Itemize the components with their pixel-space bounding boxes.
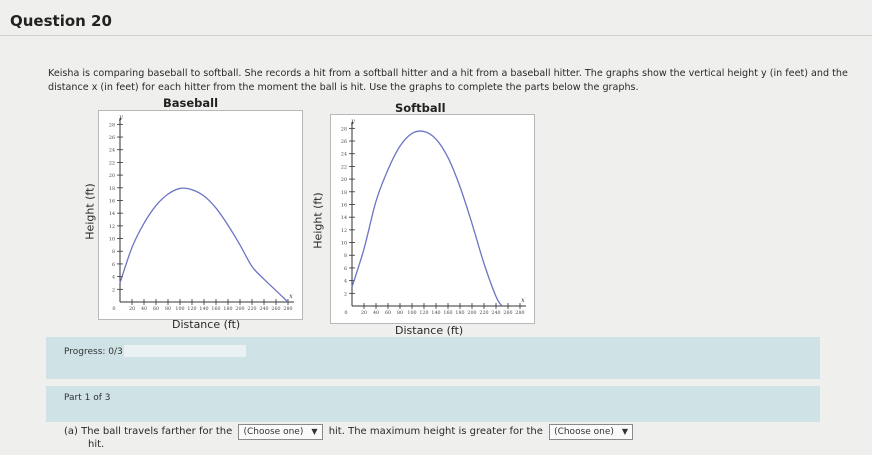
baseball-y-tick-label: 6 [111,262,115,268]
softball-x-tick-label: 140 [431,311,441,316]
baseball-x-tick-label: 180 [223,307,233,312]
part-a-text-1: (a) The ball travels farther for the [64,426,233,437]
baseball-y-tick-label: 18 [108,186,115,192]
baseball-x-tick-label: 240 [259,307,269,312]
softball-x-tick-label: 280 [515,311,525,316]
softball-y-tick-label: 24 [340,152,347,158]
baseball-y-tick-label: 22 [108,161,115,167]
baseball-x-tick-label: 100 [175,307,185,312]
title-divider [0,35,872,36]
chevron-down-icon: ▼ [621,427,629,436]
softball-y-tick-label: 6 [343,266,347,272]
baseball-x-tick-label: 260 [271,307,281,312]
softball-y-tick-label: 12 [340,228,347,234]
question-prompt: Keisha is comparing baseball to softball. She records a hit from a softball hitter and a hit from a baseball hitter. The graphs show the vertical height y (in feet) and the distance x (in feet) for each hitter from the moment the ball is hit. Use the graphs to complete the parts below the graphs. [48,68,848,93]
baseball-y-tick-label: 12 [108,224,115,230]
baseball-x-tick-label: 220 [247,307,257,312]
farther-hit-dropdown-value: (Choose one) [243,427,304,437]
baseball-y-symbol: y [119,114,123,121]
baseball-x-tick-label: 40 [140,307,148,312]
baseball-x-axis-label: Distance (ft) [172,318,241,331]
softball-x-tick-label: 60 [384,311,392,316]
max-height-dropdown-value: (Choose one) [554,427,614,437]
softball-y-tick-label: 8 [343,254,347,260]
softball-chart-title: Softball [395,101,446,115]
softball-y-tick-label: 2 [343,292,347,298]
baseball-x-tick-label: 80 [164,307,172,312]
softball-x-tick-label: 40 [372,311,380,316]
softball-x-tick-label: 260 [503,311,513,316]
softball-y-tick-label: 18 [340,190,347,196]
softball-x-tick-label: 80 [396,311,404,316]
baseball-chart-title: Baseball [163,96,219,110]
baseball-y-tick-label: 14 [108,212,115,218]
softball-x-tick-label: 100 [407,311,417,316]
baseball-plot-area [99,111,303,320]
question-title: Question 20 [10,12,112,30]
softball-y-tick-label: 14 [340,216,347,222]
baseball-y-tick-label: 10 [108,237,115,243]
baseball-x-tick-label: 120 [187,307,197,312]
softball-x-tick-label: 220 [479,311,489,316]
softball-y-tick-label: 26 [340,140,347,146]
part-a-text-2: hit. The maximum height is greater for the [328,426,543,437]
softball-x-tick-label: 200 [467,311,477,316]
softball-x-tick-label: 120 [419,311,429,316]
softball-y-symbol: y [351,118,355,125]
part-label: Part 1 of 3 [64,393,111,403]
softball-origin-label: 0 [344,310,348,316]
softball-y-tick-label: 22 [340,165,347,171]
softball-x-tick-label: 20 [360,311,368,316]
softball-y-tick-label: 28 [340,127,347,133]
softball-plot-area [331,115,535,324]
softball-x-tick-label: 240 [491,311,501,316]
baseball-y-tick-label: 26 [108,136,115,142]
baseball-y-tick-label: 4 [111,275,115,281]
baseball-x-symbol: x [289,293,293,300]
softball-x-axis-label: Distance (ft) [395,324,464,337]
max-height-dropdown[interactable] [549,424,633,440]
softball-x-symbol: x [521,297,525,304]
baseball-y-tick-label: 2 [111,288,115,294]
baseball-y-tick-label: 28 [108,123,115,129]
baseball-chart [98,110,303,320]
softball-chart [330,114,535,324]
baseball-origin-label: 0 [112,306,116,312]
baseball-y-tick-label: 20 [108,174,115,180]
softball-x-tick-label: 160 [443,311,453,316]
farther-hit-dropdown[interactable] [238,424,322,440]
baseball-x-tick-label: 140 [199,307,209,312]
baseball-x-tick-label: 20 [128,307,136,312]
softball-y-tick-label: 4 [343,279,347,285]
baseball-x-tick-label: 60 [152,307,160,312]
softball-y-axis-label: Height (ft) [311,192,325,249]
progress-section [46,337,820,379]
baseball-y-axis-label: Height (ft) [83,183,97,240]
baseball-x-tick-label: 160 [211,307,221,312]
baseball-x-tick-label: 200 [235,307,245,312]
baseball-y-tick-label: 16 [108,199,115,205]
baseball-x-tick-label: 280 [283,307,293,312]
progress-label: Progress: 0/3 [64,347,123,357]
baseball-y-tick-label: 24 [108,148,115,154]
chevron-down-icon: ▼ [311,427,318,436]
part-a-text-3: hit. [88,439,105,450]
softball-y-tick-label: 20 [340,178,347,184]
softball-y-tick-label: 16 [340,203,347,209]
baseball-y-tick-label: 8 [111,250,115,256]
softball-y-tick-label: 10 [340,241,347,247]
part-section [46,386,820,422]
progress-bar [124,345,246,357]
softball-x-tick-label: 180 [455,311,465,316]
